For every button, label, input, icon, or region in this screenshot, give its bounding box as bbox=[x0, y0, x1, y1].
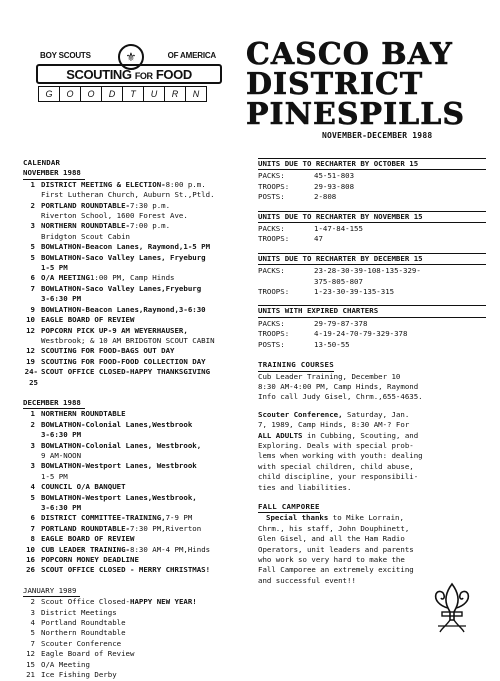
calendar-time: 7-9 PM bbox=[165, 513, 193, 523]
calendar-text bbox=[41, 555, 255, 565]
calendar-column bbox=[23, 158, 255, 681]
logo-main-banner bbox=[36, 64, 222, 84]
calendar-item bbox=[23, 639, 255, 649]
calendar-text bbox=[41, 482, 255, 492]
calendar-item bbox=[23, 336, 255, 346]
calendar-item bbox=[23, 534, 255, 544]
calendar-text bbox=[41, 273, 255, 283]
calendar-text bbox=[41, 284, 255, 294]
calendar-text bbox=[41, 357, 255, 367]
scouter-line bbox=[258, 462, 486, 472]
scouter-text: in Cubbing, Scouting, and bbox=[302, 430, 419, 440]
calendar-title: CALENDAR bbox=[23, 158, 61, 167]
calendar-event: PORTLAND ROUNDTABLE- bbox=[41, 523, 130, 533]
recharter-row bbox=[258, 182, 486, 192]
recharter-title: UNITS DUE TO RECHARTER BY DECEMBER 15 bbox=[258, 254, 486, 265]
camporee-line bbox=[258, 545, 486, 555]
recharter-section bbox=[258, 158, 486, 203]
camporee-text: Glen Gisel, and all the Ham Radio bbox=[258, 534, 405, 544]
calendar-date: 7 bbox=[30, 283, 35, 293]
good-turn-letter: N bbox=[186, 86, 207, 102]
calendar-text bbox=[41, 430, 255, 440]
calendar-event: Ice Fishing Derby bbox=[41, 670, 117, 680]
units-column bbox=[258, 158, 486, 586]
calendar-event: 1-5 PM bbox=[41, 471, 68, 481]
recharter-row bbox=[258, 277, 486, 287]
masthead-line-1: CASCO BAY bbox=[246, 37, 453, 72]
calendar-date: 8 bbox=[30, 534, 35, 544]
calendar-item bbox=[23, 618, 255, 628]
calendar-time: 7:30 PM,Riverton bbox=[130, 523, 202, 533]
calendar-date bbox=[23, 190, 41, 200]
scouter-conference-text bbox=[258, 410, 486, 493]
recharter-unit-type: TROOPS: bbox=[258, 287, 290, 297]
calendar-date: 5 bbox=[30, 628, 35, 638]
recharter-unit-type: PACKS: bbox=[258, 318, 285, 328]
calendar-text bbox=[41, 565, 255, 575]
calendar-date: 24-25 bbox=[24, 367, 38, 387]
calendar-time: 8:00 p.m. bbox=[165, 179, 206, 189]
calendar-text bbox=[41, 503, 255, 513]
calendar-event: NORTHERN ROUNDTABLE- bbox=[41, 221, 130, 231]
recharter-unit-numbers: 29-93-808 bbox=[314, 181, 355, 191]
recharter-unit-type: PACKS: bbox=[258, 224, 285, 234]
recharter-sections bbox=[258, 158, 486, 350]
scouter-emphasis: ALL ADULTS bbox=[258, 430, 303, 440]
recharter-unit-numbers: 45-51-803 bbox=[314, 171, 355, 181]
calendar-item bbox=[23, 253, 255, 263]
recharter-row bbox=[258, 224, 486, 234]
calendar-event: BOWLATHON-Westport Lanes,Westbrook, bbox=[41, 492, 197, 502]
recharter-unit-numbers: 47 bbox=[314, 234, 323, 244]
recharter-unit-numbers: 13-50-55 bbox=[314, 339, 350, 349]
good-turn-letter: T bbox=[123, 86, 144, 102]
calendar-text bbox=[41, 618, 255, 628]
calendar-text bbox=[41, 545, 255, 555]
calendar-text bbox=[41, 513, 255, 523]
calendar-event: CUB LEADER TRAINING- bbox=[41, 544, 130, 554]
calendar-event: 1-5 PM bbox=[41, 263, 68, 273]
recharter-row bbox=[258, 171, 486, 181]
calendar-date: 12 bbox=[26, 649, 35, 659]
calendar-item bbox=[23, 284, 255, 294]
calendar-event: BOWLATHON-Westport Lanes, Westbrook bbox=[41, 461, 197, 471]
good-turn-letter: G bbox=[38, 86, 60, 102]
calendar-text bbox=[41, 649, 255, 659]
calendar-date bbox=[23, 232, 41, 242]
training-line: 8:30 AM-4:00 PM, Camp Hinds, Raymond bbox=[258, 381, 419, 391]
calendar-item bbox=[23, 326, 255, 336]
recharter-row bbox=[258, 234, 486, 244]
recharter-title: UNITS WITH EXPIRED CHARTERS bbox=[258, 306, 486, 317]
calendar-time: 7:30 p.m. bbox=[130, 200, 171, 210]
fleur-de-lis-emblem-icon bbox=[430, 582, 474, 634]
calendar-time: 8:30 AM-4 PM,Hinds bbox=[130, 544, 211, 554]
calendar-item bbox=[23, 608, 255, 618]
calendar-item bbox=[23, 409, 255, 419]
training-line: Info call Judy Gisel, Chrm.,655-4635. bbox=[258, 392, 423, 402]
recharter-unit-numbers: 2-808 bbox=[314, 192, 337, 202]
camporee-text: Fall Camporee an extremely exciting bbox=[258, 565, 414, 575]
calendar-event: BOWLATHON-Beacon Lanes, Raymond,1-5 PM bbox=[41, 242, 211, 252]
calendar-event: EAGLE BOARD OF REVIEW bbox=[41, 534, 135, 544]
calendar-item bbox=[23, 503, 255, 513]
recharter-unit-type bbox=[258, 277, 314, 287]
recharter-title: UNITS DUE TO RECHARTER BY OCTOBER 15 bbox=[258, 159, 486, 170]
calendar-event: Scout Office Closed- bbox=[41, 597, 130, 607]
calendar-date: 3 bbox=[30, 461, 35, 471]
calendar-item bbox=[23, 482, 255, 492]
calendar-date: 7 bbox=[30, 638, 35, 648]
camporee-line bbox=[258, 534, 486, 544]
camporee-text: Chrm., his staff, John Douphinett, bbox=[258, 523, 410, 533]
calendar-date: 7 bbox=[30, 523, 35, 533]
calendar-event: District Meetings bbox=[41, 607, 117, 617]
calendar-text bbox=[41, 451, 255, 461]
calendar-date: 9 bbox=[30, 304, 35, 314]
training-title: TRAINING COURSES bbox=[258, 360, 334, 371]
calendar-event: BOWLATHON-Colonial Lanes, Westbrook, bbox=[41, 440, 202, 450]
calendar-item bbox=[23, 232, 255, 242]
calendar-item bbox=[23, 524, 255, 534]
recharter-title: UNITS DUE TO RECHARTER BY NOVEMBER 15 bbox=[258, 212, 486, 223]
calendar-text bbox=[41, 441, 255, 451]
calendar-date: 3 bbox=[30, 221, 35, 231]
calendar-event: SCOUT OFFICE CLOSED - MERRY CHRISTMAS! bbox=[41, 565, 211, 575]
calendar-event: Bridgton Scout Cabin bbox=[41, 231, 130, 241]
calendar-event: Riverton School, 1600 Forest Ave. bbox=[41, 211, 188, 221]
calendar-item bbox=[23, 472, 255, 482]
calendar-date: 21 bbox=[26, 670, 35, 680]
camporee-line bbox=[258, 513, 486, 523]
calendar-event: SCOUTING FOR FOOD-FOOD COLLECTION DAY bbox=[41, 356, 206, 366]
calendar-event: BOWLATHON-Beacon Lanes,Raymond,3-6:30 bbox=[41, 304, 206, 314]
calendar-event: O/A MEETING bbox=[41, 273, 90, 283]
calendar-event: Westbrook; & 10 AM BRIDGTON SCOUT CABIN bbox=[41, 335, 215, 345]
calendar-date: 5 bbox=[30, 492, 35, 502]
november-title: NOVEMBER 1988 bbox=[23, 168, 85, 179]
calendar-date: 5 bbox=[30, 242, 35, 252]
calendar-event: EAGLE BOARD OF REVIEW bbox=[41, 315, 135, 325]
calendar-date: 3 bbox=[30, 440, 35, 450]
calendar-event: 3-6:30 PM bbox=[41, 294, 82, 304]
calendar-text bbox=[41, 242, 255, 252]
calendar-date bbox=[23, 294, 41, 304]
calendar-item bbox=[23, 201, 255, 211]
calendar-item bbox=[23, 555, 255, 565]
calendar-text bbox=[41, 211, 255, 221]
recharter-unit-numbers: 4-19-24-70-79-329-378 bbox=[314, 329, 408, 339]
calendar-date bbox=[23, 430, 41, 440]
calendar-item bbox=[23, 180, 255, 190]
calendar-date: 6 bbox=[30, 273, 35, 283]
calendar-text bbox=[41, 190, 255, 200]
december-title: DECEMBER 1988 bbox=[23, 398, 85, 409]
calendar-item bbox=[23, 420, 255, 430]
calendar-date: 4 bbox=[30, 482, 35, 492]
masthead-line-3: PINESPILLS bbox=[246, 97, 465, 132]
camporee-text bbox=[258, 513, 486, 586]
calendar-item bbox=[23, 649, 255, 659]
recharter-unit-type: TROOPS: bbox=[258, 234, 290, 244]
recharter-row bbox=[258, 287, 486, 297]
november-list bbox=[23, 180, 255, 388]
calendar-item bbox=[23, 294, 255, 304]
scouter-line bbox=[258, 410, 486, 420]
recharter-unit-type: PACKS: bbox=[258, 266, 285, 276]
issue-dates: NOVEMBER-DECEMBER 1988 bbox=[322, 131, 433, 140]
scouter-text: with special children, child abuse, bbox=[258, 461, 414, 471]
calendar-text bbox=[41, 420, 255, 430]
calendar-item bbox=[23, 211, 255, 221]
calendar-text bbox=[41, 608, 255, 618]
calendar-item bbox=[23, 346, 255, 356]
calendar-event: First Lutheran Church, Auburn St.,Ptld. bbox=[41, 190, 215, 200]
calendar-date bbox=[23, 503, 41, 513]
calendar-date: 1 bbox=[30, 409, 35, 419]
calendar-time: 7:00 p.m. bbox=[130, 221, 171, 231]
calendar-event: COUNCIL O/A BANQUET bbox=[41, 482, 126, 492]
calendar-text bbox=[41, 367, 255, 388]
calendar-text bbox=[41, 524, 255, 534]
scouter-text: child discipline, your responsibili- bbox=[258, 472, 419, 482]
recharter-section bbox=[258, 211, 486, 245]
recharter-unit-numbers: 1-23-30-39-135-315 bbox=[314, 287, 395, 297]
calendar-date: 19 bbox=[26, 356, 35, 366]
calendar-event: Scouter Conference bbox=[41, 638, 122, 648]
calendar-item bbox=[23, 513, 255, 523]
calendar-text bbox=[41, 346, 255, 356]
calendar-date: 26 bbox=[26, 565, 35, 575]
calendar-item bbox=[23, 461, 255, 471]
calendar-text bbox=[41, 409, 255, 419]
calendar-date: 15 bbox=[26, 659, 35, 669]
training-line: Cub Leader Training, December 10 bbox=[258, 371, 401, 381]
camporee-line bbox=[258, 565, 486, 575]
calendar-event: POPCORN PICK UP-9 AM WEYERHAUSER, bbox=[41, 325, 188, 335]
calendar-event: DISTRICT MEETING & ELECTION- bbox=[41, 179, 166, 189]
calendar-date: 10 bbox=[26, 544, 35, 554]
calendar-date bbox=[23, 336, 41, 346]
calendar-text bbox=[41, 326, 255, 336]
calendar-item bbox=[23, 670, 255, 680]
recharter-section bbox=[258, 253, 486, 298]
calendar-event: 3-6:30 PM bbox=[41, 503, 82, 512]
calendar-event: BOWLATHON-Saco Valley Lanes,Fryeburg bbox=[41, 283, 202, 293]
good-turn-letter: R bbox=[165, 86, 186, 102]
calendar-item bbox=[23, 493, 255, 503]
recharter-unit-numbers: 375-805-807 bbox=[314, 276, 363, 286]
calendar-date bbox=[23, 451, 41, 461]
calendar-date: 1 bbox=[30, 179, 35, 189]
calendar-text bbox=[41, 294, 255, 304]
calendar-item bbox=[23, 263, 255, 273]
calendar-date: 12 bbox=[26, 325, 35, 335]
calendar-text bbox=[41, 315, 255, 325]
recharter-row bbox=[258, 340, 486, 350]
calendar-item bbox=[23, 305, 255, 315]
recharter-row bbox=[258, 319, 486, 329]
calendar-text bbox=[41, 461, 255, 471]
calendar-text bbox=[41, 534, 255, 544]
calendar-event: DISTRICT COMMITTEE-TRAINING, bbox=[41, 513, 166, 523]
calendar-item bbox=[23, 315, 255, 325]
calendar-item bbox=[23, 628, 255, 638]
calendar-item bbox=[23, 221, 255, 231]
camporee-text: and successful event!! bbox=[258, 575, 356, 585]
calendar-event: Portland Roundtable bbox=[41, 618, 126, 628]
camporee-text: to Mike Lorrain, bbox=[328, 513, 404, 523]
camporee-line bbox=[258, 524, 486, 534]
calendar-event: SCOUT OFFICE CLOSED-HAPPY THANKSGIVING bbox=[41, 367, 211, 377]
masthead bbox=[246, 37, 486, 132]
calendar-text bbox=[41, 305, 255, 315]
camporee-line bbox=[258, 555, 486, 565]
calendar-item bbox=[23, 430, 255, 440]
camporee-title: FALL CAMPOREE bbox=[258, 502, 320, 513]
recharter-row bbox=[258, 266, 486, 276]
recharter-unit-type: POSTS: bbox=[258, 339, 285, 349]
masthead-line-2: DISTRICT bbox=[246, 67, 424, 102]
calendar-date bbox=[23, 263, 41, 273]
calendar-item bbox=[23, 357, 255, 367]
scouter-line bbox=[258, 420, 486, 430]
recharter-unit-numbers: 29-79-87-378 bbox=[314, 318, 368, 328]
calendar-date: 4 bbox=[30, 618, 35, 628]
calendar-text bbox=[41, 180, 255, 190]
logo-main-end: FOOD bbox=[155, 67, 192, 82]
recharter-unit-numbers: 1-47-84-155 bbox=[314, 224, 363, 234]
training-text bbox=[258, 372, 486, 403]
scouter-line bbox=[258, 472, 486, 482]
calendar-text bbox=[41, 597, 255, 607]
calendar-text bbox=[41, 232, 255, 242]
calendar-text bbox=[41, 221, 255, 231]
recharter-unit-type: POSTS: bbox=[258, 192, 285, 202]
calendar-date: 6 bbox=[30, 513, 35, 523]
scouting-for-food-logo bbox=[36, 50, 222, 102]
good-turn-letter: O bbox=[81, 86, 102, 102]
calendar-text bbox=[41, 336, 255, 346]
december-list bbox=[23, 409, 255, 576]
camporee-text: who work so very hard to make the bbox=[258, 555, 405, 564]
scouter-line bbox=[258, 483, 486, 493]
calendar-event: NORTHERN ROUNDTABLE bbox=[41, 409, 126, 419]
logo-main-small: FOR bbox=[134, 71, 153, 81]
calendar-item bbox=[23, 451, 255, 461]
scouter-text: 7, 1989, Camp Hinds, 8:30 AM-? For bbox=[258, 420, 410, 430]
calendar-item bbox=[23, 242, 255, 252]
logo-main-word: SCOUTING bbox=[66, 67, 132, 82]
scouter-text: ties and liabilities. bbox=[258, 482, 352, 492]
recharter-row bbox=[258, 329, 486, 339]
good-turn-letter: U bbox=[144, 86, 165, 102]
fleur-de-lis-icon: ⚜ bbox=[118, 44, 144, 70]
scouter-text: lems when working with youth: dealing bbox=[258, 451, 423, 461]
calendar-event: SCOUTING FOR FOOD-BAGS OUT DAY bbox=[41, 346, 175, 356]
scouter-line bbox=[258, 441, 486, 451]
calendar-event: 3-6:30 PM bbox=[41, 430, 82, 440]
calendar-event: 9 AM-NOON bbox=[41, 450, 82, 460]
camporee-text: Operators, unit leaders and parents bbox=[258, 544, 414, 554]
calendar-text bbox=[41, 639, 255, 649]
calendar-event: O/A Meeting bbox=[41, 659, 90, 669]
scouter-emphasis: Scouter Conference, bbox=[258, 409, 343, 419]
calendar-event: Northern Roundtable bbox=[41, 628, 126, 638]
calendar-event: BOWLATHON-Colonial Lanes,Westbrook bbox=[41, 419, 193, 429]
calendar-item bbox=[23, 190, 255, 200]
logo-of-america-text: OF AMERICA bbox=[167, 51, 216, 60]
recharter-section bbox=[258, 305, 486, 350]
recharter-unit-numbers: 23-28-30-39-108-135-329- bbox=[314, 266, 421, 276]
calendar-date: 2 bbox=[30, 200, 35, 210]
calendar-event: BOWLATHON-Saco Valley Lanes, Fryeburg bbox=[41, 252, 206, 262]
good-turn-strip bbox=[38, 86, 207, 102]
calendar-item bbox=[23, 597, 255, 607]
scouter-text: Exploring. Deals with special prob- bbox=[258, 440, 414, 450]
calendar-date: 2 bbox=[30, 419, 35, 429]
scouter-text: Saturday, Jan. bbox=[342, 409, 410, 419]
calendar-text bbox=[41, 660, 255, 670]
calendar-item bbox=[23, 367, 255, 388]
calendar-date: 12 bbox=[26, 346, 35, 356]
calendar-date: 16 bbox=[26, 555, 35, 565]
calendar-time: HAPPY NEW YEAR! bbox=[130, 597, 197, 607]
calendar-text bbox=[41, 670, 255, 680]
calendar-event: POPCORN MONEY DEADLINE bbox=[41, 555, 139, 565]
calendar-time: 1:00 PM, Camp Hinds bbox=[89, 273, 175, 283]
recharter-unit-type: TROOPS: bbox=[258, 181, 290, 191]
calendar-event: PORTLAND ROUNDTABLE- bbox=[41, 200, 130, 210]
recharter-row bbox=[258, 192, 486, 202]
calendar-item bbox=[23, 545, 255, 555]
january-title: JANUARY 1989 bbox=[23, 586, 80, 597]
calendar-event: Eagle Board of Review bbox=[41, 649, 135, 659]
good-turn-letter: D bbox=[102, 86, 123, 102]
calendar-text bbox=[41, 472, 255, 482]
calendar-date: 5 bbox=[30, 252, 35, 262]
calendar-date bbox=[23, 211, 41, 221]
calendar-text bbox=[41, 493, 255, 503]
good-turn-letter: O bbox=[60, 86, 81, 102]
calendar-item bbox=[23, 441, 255, 451]
calendar-text bbox=[41, 628, 255, 638]
calendar-item bbox=[23, 660, 255, 670]
calendar-text bbox=[41, 263, 255, 273]
scouter-line bbox=[258, 451, 486, 461]
recharter-unit-type: TROOPS: bbox=[258, 329, 290, 339]
calendar-text bbox=[41, 253, 255, 263]
recharter-unit-type: PACKS: bbox=[258, 171, 285, 181]
calendar-item bbox=[23, 565, 255, 575]
camporee-emphasis: Special thanks bbox=[266, 513, 329, 523]
calendar-text bbox=[41, 201, 255, 211]
scouter-line bbox=[258, 431, 486, 441]
calendar-date: 2 bbox=[30, 597, 35, 607]
logo-bsa-text: BOY SCOUTS bbox=[40, 51, 91, 60]
calendar-item bbox=[23, 273, 255, 283]
calendar-date: 3 bbox=[30, 607, 35, 617]
calendar-date bbox=[23, 472, 41, 482]
calendar-date: 10 bbox=[26, 315, 35, 325]
